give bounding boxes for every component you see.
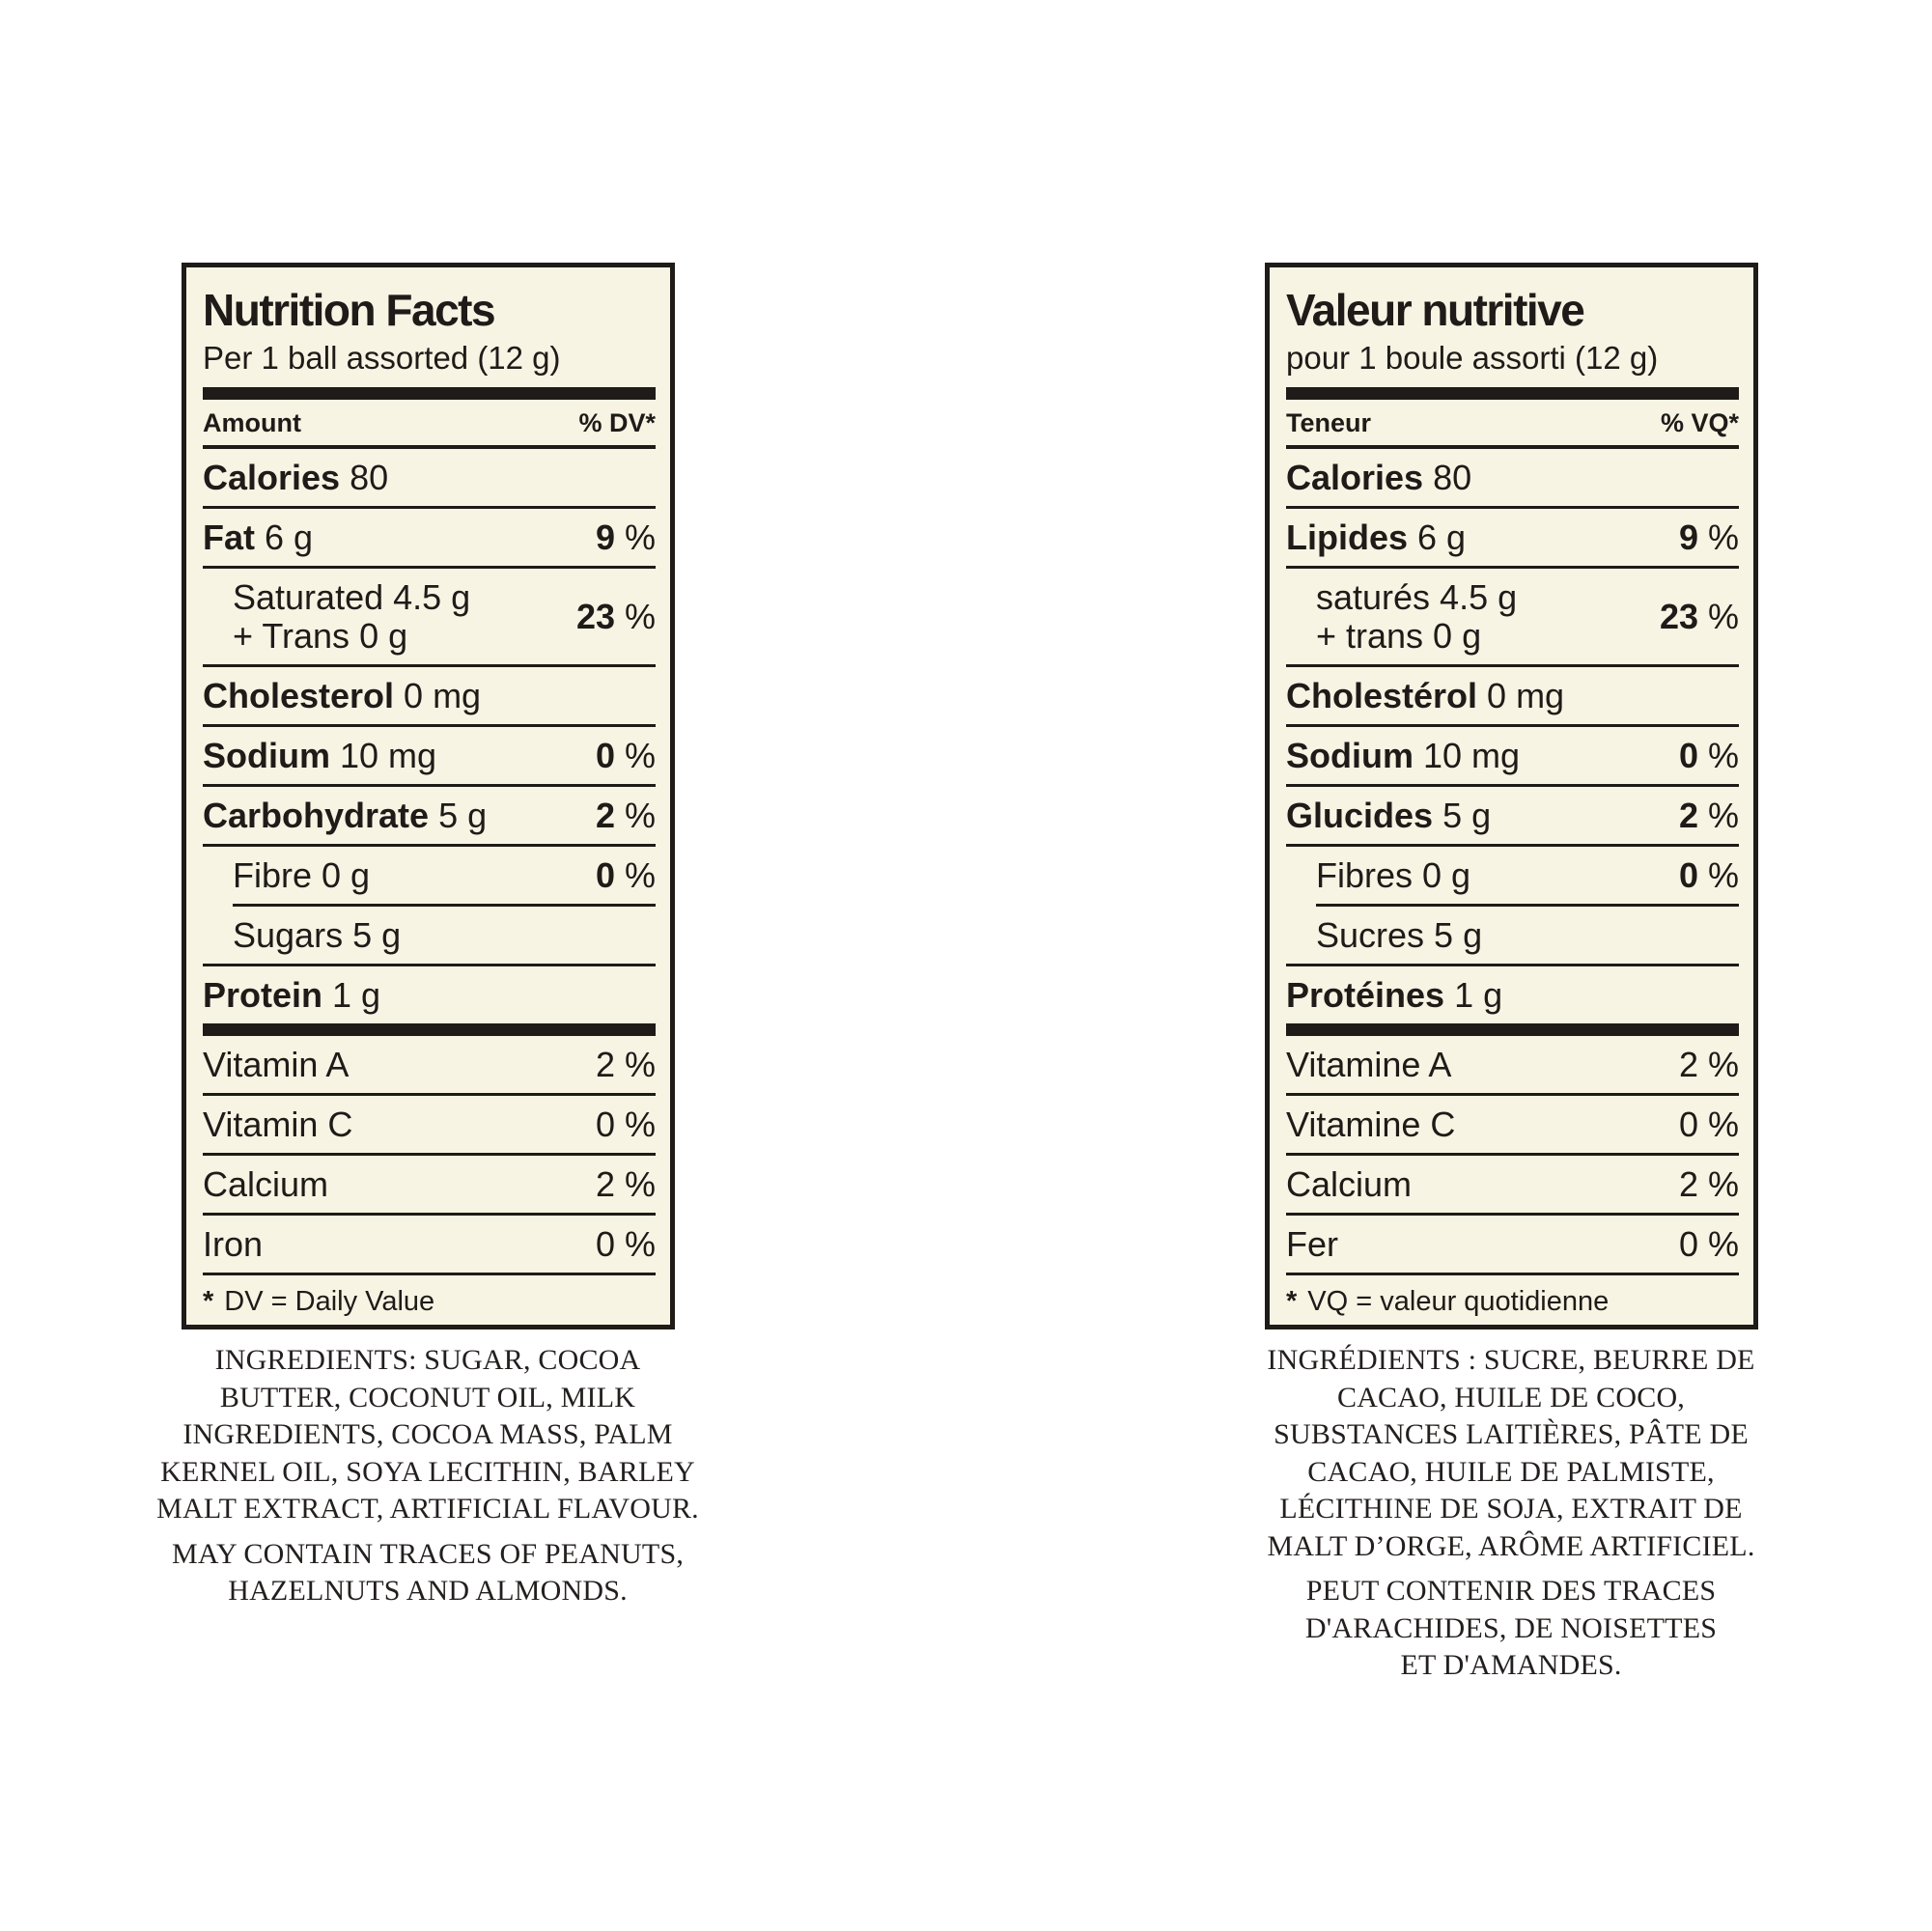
nutrient-label: Protein [203, 975, 323, 1015]
dv-footnote [203, 1275, 656, 1318]
ingredients-line: CACAO, HUILE DE PALMISTE, [1307, 1455, 1715, 1488]
nutrient-name-line: + trans 0 g [1316, 616, 1482, 656]
nutrient-row-iron [1286, 1216, 1739, 1273]
nutrient-name-line: + Trans 0 g [233, 616, 408, 656]
percent-sign: % [614, 1164, 656, 1204]
nutrient-label: Fat [203, 518, 255, 557]
nutrient-rows [203, 449, 656, 1275]
nutrient-amount: 80 [1423, 458, 1472, 497]
nutrient-name [203, 459, 388, 497]
nutrient-amount: 6 g [255, 518, 314, 557]
nutrient-label: Protéines [1286, 975, 1445, 1015]
footnote-asterisk: * [1286, 1286, 1298, 1317]
nutrient-dv-percent [596, 1105, 656, 1144]
nutrient-label: Vitamin A [203, 1045, 350, 1084]
nutrient-row-fat [1286, 509, 1739, 566]
dv-number: 23 [575, 597, 615, 636]
percent-sign: % [614, 597, 656, 636]
nutrient-label: Cholestérol [1286, 676, 1478, 715]
nutrient-name [1286, 1046, 1451, 1084]
nutrient-name [203, 1165, 328, 1204]
percent-sign: % [614, 796, 656, 835]
nutrient-name [1286, 1105, 1455, 1144]
dv-number: 0 [1678, 855, 1698, 895]
thick-divider [203, 1023, 656, 1036]
nutrient-name [203, 856, 370, 895]
may-contain-line: HAZELNUTS AND ALMONDS. [228, 1575, 628, 1607]
nutrient-dv-percent [1679, 518, 1739, 557]
percent-sign: % [1697, 796, 1739, 835]
may-contain-paragraph [1163, 1573, 1859, 1685]
nutrient-name-line: saturés 4.5 g [1316, 577, 1518, 617]
dv-number: 23 [1659, 597, 1698, 636]
percent-sign: % [1697, 1164, 1739, 1204]
ingredients-en [80, 1342, 775, 1610]
nutrient-name [1286, 916, 1482, 955]
nutrient-name [203, 1046, 349, 1084]
nutrient-label: Sucres [1316, 915, 1425, 955]
ingredients-line: SUBSTANCES LAITIÈRES, PÂTE DE [1274, 1418, 1749, 1450]
nutrient-name-line: Saturated 4.5 g [233, 577, 471, 617]
nutrient-row-sugars [203, 907, 656, 964]
nutrient-dv-percent [596, 1165, 656, 1204]
nutrient-amount: 1 g [322, 975, 381, 1015]
nutrient-label: Fibres [1316, 855, 1414, 895]
label-title: Nutrition Facts [203, 285, 495, 335]
nutrient-amount: 10 mg [330, 736, 437, 775]
nutrient-dv-percent [596, 737, 656, 775]
percent-sign: % [1697, 736, 1739, 775]
nutrient-row-saturated-trans [203, 569, 656, 664]
nutrient-row-sodium [203, 727, 656, 784]
nutrient-label: Calcium [1286, 1164, 1413, 1204]
ingredients-fr [1163, 1342, 1859, 1685]
nutrient-name [203, 677, 481, 715]
percent-sign: % [614, 855, 656, 895]
nutrient-row-vitamin-a [1286, 1036, 1739, 1093]
dv-number: 2 [1678, 1045, 1698, 1084]
nutrient-row-fibre [203, 847, 656, 904]
nutrient-label: Calories [203, 458, 341, 497]
nutrient-rows [1286, 449, 1739, 1275]
nutrient-row-vitamin-a [203, 1036, 656, 1093]
nutrient-label: Iron [203, 1224, 264, 1264]
nutrient-name [1286, 518, 1466, 557]
nutrient-name [203, 916, 401, 955]
nutrient-row-iron [203, 1216, 656, 1273]
nutrient-name [1286, 1225, 1338, 1264]
nutrient-dv-percent [1679, 1165, 1739, 1204]
percent-sign: % [1697, 597, 1739, 636]
dv-number: 9 [595, 518, 615, 557]
ingredients-line: BUTTER, COCONUT OIL, MILK [219, 1381, 636, 1413]
nutrient-dv-percent [1679, 1046, 1739, 1084]
dv-column-label: % DV* [578, 408, 656, 437]
ingredients-line: MALT EXTRACT, ARTIFICIAL FLAVOUR. [156, 1493, 699, 1525]
nutrient-row-fibre [1286, 847, 1739, 904]
ingredients-line: INGRÉDIENTS : SUCRE, BEURRE DE [1267, 1344, 1755, 1376]
nutrient-row-vitamin-c [1286, 1096, 1739, 1153]
nutrient-dv-percent [1679, 856, 1739, 895]
percent-sign: % [614, 1224, 656, 1264]
nutrient-amount: 5 g [343, 915, 402, 955]
nutrient-name [1286, 677, 1564, 715]
thick-divider [1286, 1023, 1739, 1036]
nutrient-dv-percent [596, 1046, 656, 1084]
percent-sign: % [614, 518, 656, 557]
nutrient-dv-percent [596, 856, 656, 895]
nutrient-row-calories [1286, 449, 1739, 506]
nutrient-amount: 6 g [1408, 518, 1467, 557]
dv-number: 0 [595, 1105, 615, 1144]
nutrient-label: Calories [1286, 458, 1424, 497]
dv-number: 2 [1678, 1164, 1698, 1204]
nutrient-name [203, 737, 436, 775]
nutrient-label: Sugars [233, 915, 344, 955]
nutrient-label: Calcium [203, 1164, 329, 1204]
nutrient-dv-percent [596, 518, 656, 557]
dv-number: 2 [595, 796, 615, 835]
ingredients-line: MALT D’ORGE, ARÔME ARTIFICIEL. [1267, 1529, 1755, 1562]
nutrient-amount: 80 [340, 458, 389, 497]
nutrient-label: Glucides [1286, 796, 1434, 835]
thick-divider-top [1286, 387, 1739, 400]
nutrient-row-sugars [1286, 907, 1739, 964]
nutrient-label: Fer [1286, 1224, 1338, 1264]
percent-sign: % [1697, 518, 1739, 557]
nutrient-dv-percent [1679, 797, 1739, 835]
ingredients-line: INGREDIENTS, COCOA MASS, PALM [182, 1418, 673, 1450]
nutrient-row-calcium [1286, 1156, 1739, 1213]
dv-number: 0 [595, 855, 615, 895]
nutrient-amount: 0 g [1413, 855, 1471, 895]
nutrient-amount: 5 g [429, 796, 488, 835]
nutrient-name [203, 797, 487, 835]
nutrient-row-cholesterol [1286, 667, 1739, 724]
nutrient-amount: 1 g [1444, 975, 1503, 1015]
nutrient-name [1286, 737, 1520, 775]
nutrient-amount: 5 g [1433, 796, 1492, 835]
nutrition-facts-label-en [182, 263, 675, 1329]
nutrition-facts-label-fr [1265, 263, 1758, 1329]
nutrient-label: Vitamine C [1286, 1105, 1456, 1144]
amount-column-label: Teneur [1286, 408, 1372, 437]
nutrient-row-saturated-trans [1286, 569, 1739, 664]
nutrient-row-calories [203, 449, 656, 506]
may-contain-line: PEUT CONTENIR DES TRACES [1305, 1575, 1717, 1607]
serving-size: pour 1 boule assorti (12 g) [1286, 340, 1659, 376]
footnote-text: VQ = valeur quotidienne [1307, 1286, 1610, 1317]
nutrient-name [203, 1105, 352, 1144]
nutrient-amount: 10 mg [1414, 736, 1521, 775]
nutrient-amount: 0 g [312, 855, 371, 895]
dv-column-label: % VQ* [1660, 408, 1739, 437]
nutrient-label: Vitamin C [203, 1105, 353, 1144]
nutrient-dv-percent [576, 598, 656, 636]
dv-number: 2 [1678, 796, 1698, 835]
may-contain-line: D'ARACHIDES, DE NOISETTES [1304, 1611, 1718, 1644]
nutrient-name [1286, 976, 1502, 1015]
nutrient-row-cholesterol [203, 667, 656, 724]
dv-number: 0 [595, 736, 615, 775]
nutrient-name [203, 1225, 263, 1264]
nutrient-name [1286, 856, 1470, 895]
dv-number: 0 [1678, 1224, 1698, 1264]
nutrient-name [203, 578, 470, 656]
nutrient-row-carbohydrate [1286, 787, 1739, 844]
nutrient-amount: 5 g [1424, 915, 1483, 955]
ingredients-line: KERNEL OIL, SOYA LECITHIN, BARLEY [160, 1455, 695, 1488]
percent-sign: % [1697, 855, 1739, 895]
footnote-text: DV = Daily Value [224, 1286, 435, 1317]
percent-sign: % [614, 736, 656, 775]
nutrient-amount: 0 mg [1477, 676, 1565, 715]
dv-number: 9 [1678, 518, 1698, 557]
nutrient-row-calcium [203, 1156, 656, 1213]
nutrient-label: Cholesterol [203, 676, 395, 715]
footnote-asterisk: * [203, 1286, 214, 1317]
ingredients-line: LÉCITHINE DE SOJA, EXTRAIT DE [1279, 1493, 1743, 1525]
dv-number: 0 [1678, 736, 1698, 775]
nutrient-label: Fibre [233, 855, 313, 895]
ingredients-line: CACAO, HUILE DE COCO, [1336, 1381, 1686, 1413]
column-header [1286, 400, 1739, 449]
nutrient-dv-percent [596, 797, 656, 835]
nutrient-name [1286, 1165, 1412, 1204]
nutrient-amount: 0 mg [394, 676, 482, 715]
nutrient-row-protein [1286, 966, 1739, 1023]
nutrient-label: Carbohydrate [203, 796, 430, 835]
nutrient-row-fat [203, 509, 656, 566]
dv-footnote [1286, 1275, 1739, 1318]
nutrient-label: Lipides [1286, 518, 1409, 557]
nutrient-name [203, 518, 313, 557]
percent-sign: % [614, 1045, 656, 1084]
nutrient-name [203, 976, 380, 1015]
may-contain-line: MAY CONTAIN TRACES OF PEANUTS, [171, 1537, 685, 1570]
amount-column-label: Amount [203, 408, 301, 437]
dv-number: 2 [595, 1045, 615, 1084]
nutrient-row-carbohydrate [203, 787, 656, 844]
thick-divider-top [203, 387, 656, 400]
percent-sign: % [1697, 1224, 1739, 1264]
nutrient-row-protein [203, 966, 656, 1023]
dv-number: 0 [1678, 1105, 1698, 1144]
nutrient-row-sodium [1286, 727, 1739, 784]
dv-number: 2 [595, 1164, 615, 1204]
nutrient-dv-percent [1679, 1105, 1739, 1144]
may-contain-line: ET D'AMANDES. [1400, 1649, 1622, 1681]
nutrient-name [1286, 578, 1517, 656]
column-header [203, 400, 656, 449]
nutrient-dv-percent [1679, 737, 1739, 775]
percent-sign: % [1697, 1105, 1739, 1144]
may-contain-paragraph [80, 1536, 775, 1610]
label-title: Valeur nutritive [1286, 285, 1584, 335]
nutrient-dv-percent [1660, 598, 1739, 636]
percent-sign: % [614, 1105, 656, 1144]
nutrient-label: Sodium [1286, 736, 1414, 775]
nutrient-label: Sodium [203, 736, 330, 775]
nutrient-dv-percent [1679, 1225, 1739, 1264]
percent-sign: % [1697, 1045, 1739, 1084]
nutrient-row-vitamin-c [203, 1096, 656, 1153]
nutrient-name [1286, 459, 1471, 497]
dv-number: 0 [595, 1224, 615, 1264]
nutrient-dv-percent [596, 1225, 656, 1264]
ingredients-line: INGREDIENTS: SUGAR, COCOA [214, 1344, 641, 1376]
nutrient-name [1286, 797, 1491, 835]
nutrient-label: Vitamine A [1286, 1045, 1452, 1084]
serving-size: Per 1 ball assorted (12 g) [203, 340, 561, 376]
